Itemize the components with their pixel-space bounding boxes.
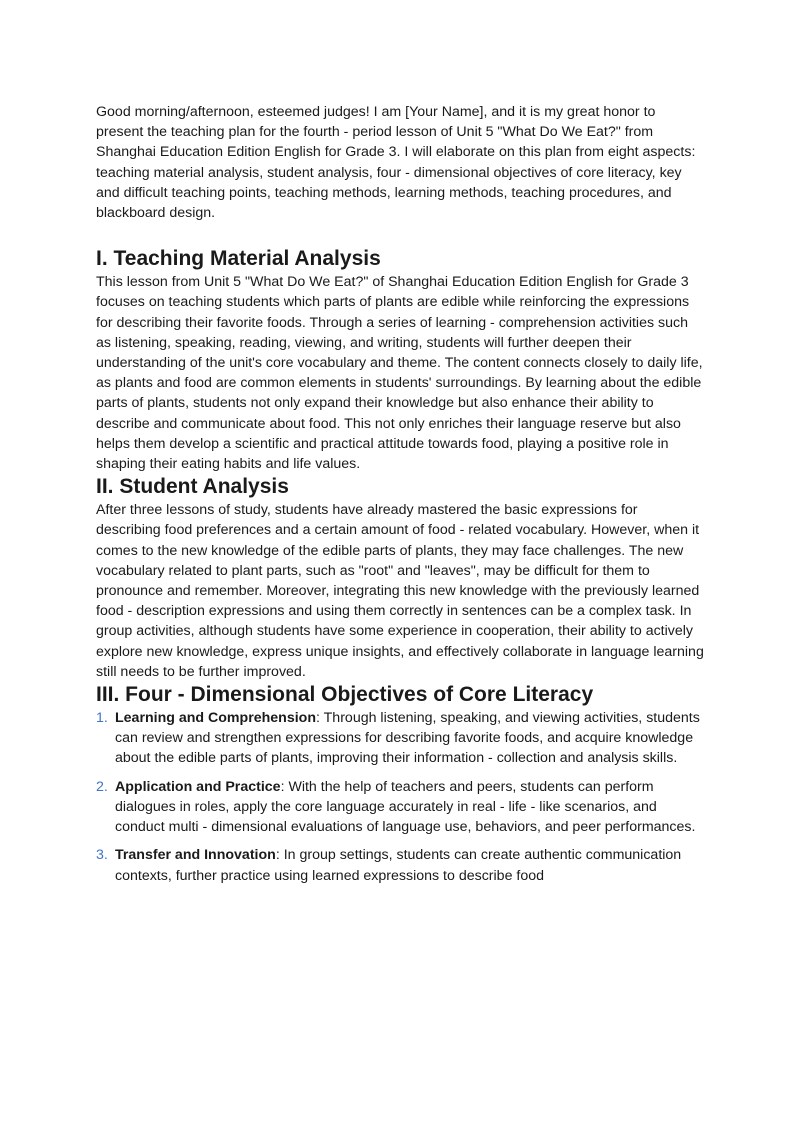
section-core-literacy-objectives [96,682,706,886]
objectives-list [96,708,706,886]
list-item-number: 1. [96,710,108,727]
list-item-term: Learning and Comprehension [115,710,317,727]
section-heading: II. Student Analysis [96,475,289,499]
list-item-term: Application and Practice [115,778,281,795]
document-page [96,102,706,894]
list-item-term: Transfer and Innovation [115,847,276,864]
list-item-number: 3. [96,847,108,864]
section-paragraph: After three lessons of study, students have already mastered the basic expressions for describing food preferences and a certain amount of food - related vocabulary. However, when it comes to the new knowledge of the edible parts of plants, they may face challenges. The new vocabulary related to plant parts, such as "root" and "leaves", may be difficult for them to pronounce and remember. Moreover, integrating this new knowledge with the previously learned food - description expressions and using them correctly in sentences can be a complex task. In group activities, although students have some experience in cooperation, their ability to actively explore new knowledge, express unique insights, and effectively collaborate in language learning still needs to be further improved. [96,502,704,680]
section-paragraph: This lesson from Unit 5 "What Do We Eat?" of Shanghai Education Edition English for Grade 3 focuses on teaching students which parts of plants are edible while reinforcing the expressions for describing their favorite foods. Through a series of learning - comprehension activities such as listening, speaking, reading, viewing, and writing, students will further deepen their understanding of the unit's core vocabulary and theme. The content connects closely to daily life, as plants and food are common elements in students' surroundings. By learning about the edible parts of plants, students not only expand their knowledge but also enhance their ability to describe and communicate about food. This not only enriches their language reserve but also helps them develop a scientific and practical attitude towards food, playing a positive role in shaping their eating habits and life values. [96,274,703,473]
list-item-text: : In group settings, students can create authentic communication contexts, further practice using learned expressions to describe food [115,847,682,884]
section-heading: I. Teaching Material Analysis [96,247,381,271]
list-item-text: : With the help of teachers and peers, students can perform dialogues in roles, apply the core language accurately in real - life - like scenarios, and conduct multi - dimensional evaluations of language use, behaviors, and peer performances. [115,778,696,836]
intro-paragraph: Good morning/afternoon, esteemed judges! I am [Your Name], and it is my great honor to present the teaching plan for the fourth - period lesson of Unit 5 "What Do We Eat?" from Shanghai Education Edition English for Grade 3. I will elaborate on this plan from eight aspects: teaching material analysis, student analysis, four - dimensional objectives of core literacy, key and difficult teaching points, teaching methods, learning methods, teaching procedures, and blackboard design. [96,104,696,222]
list-item [96,777,706,838]
section-heading: III. Four - Dimensional Objectives of Core Literacy [96,683,594,707]
section-student-analysis [96,474,706,682]
list-item-text: : Through listening, speaking, and viewing activities, students can review and strengthen expressions for describing favorite foods, and acquire knowledge about the edible parts of plants, improving their information - collection and analysis skills. [115,710,700,767]
list-item [96,708,706,769]
list-item-number: 2. [96,778,108,795]
section-teaching-material-analysis [96,246,706,474]
list-item [96,845,706,885]
